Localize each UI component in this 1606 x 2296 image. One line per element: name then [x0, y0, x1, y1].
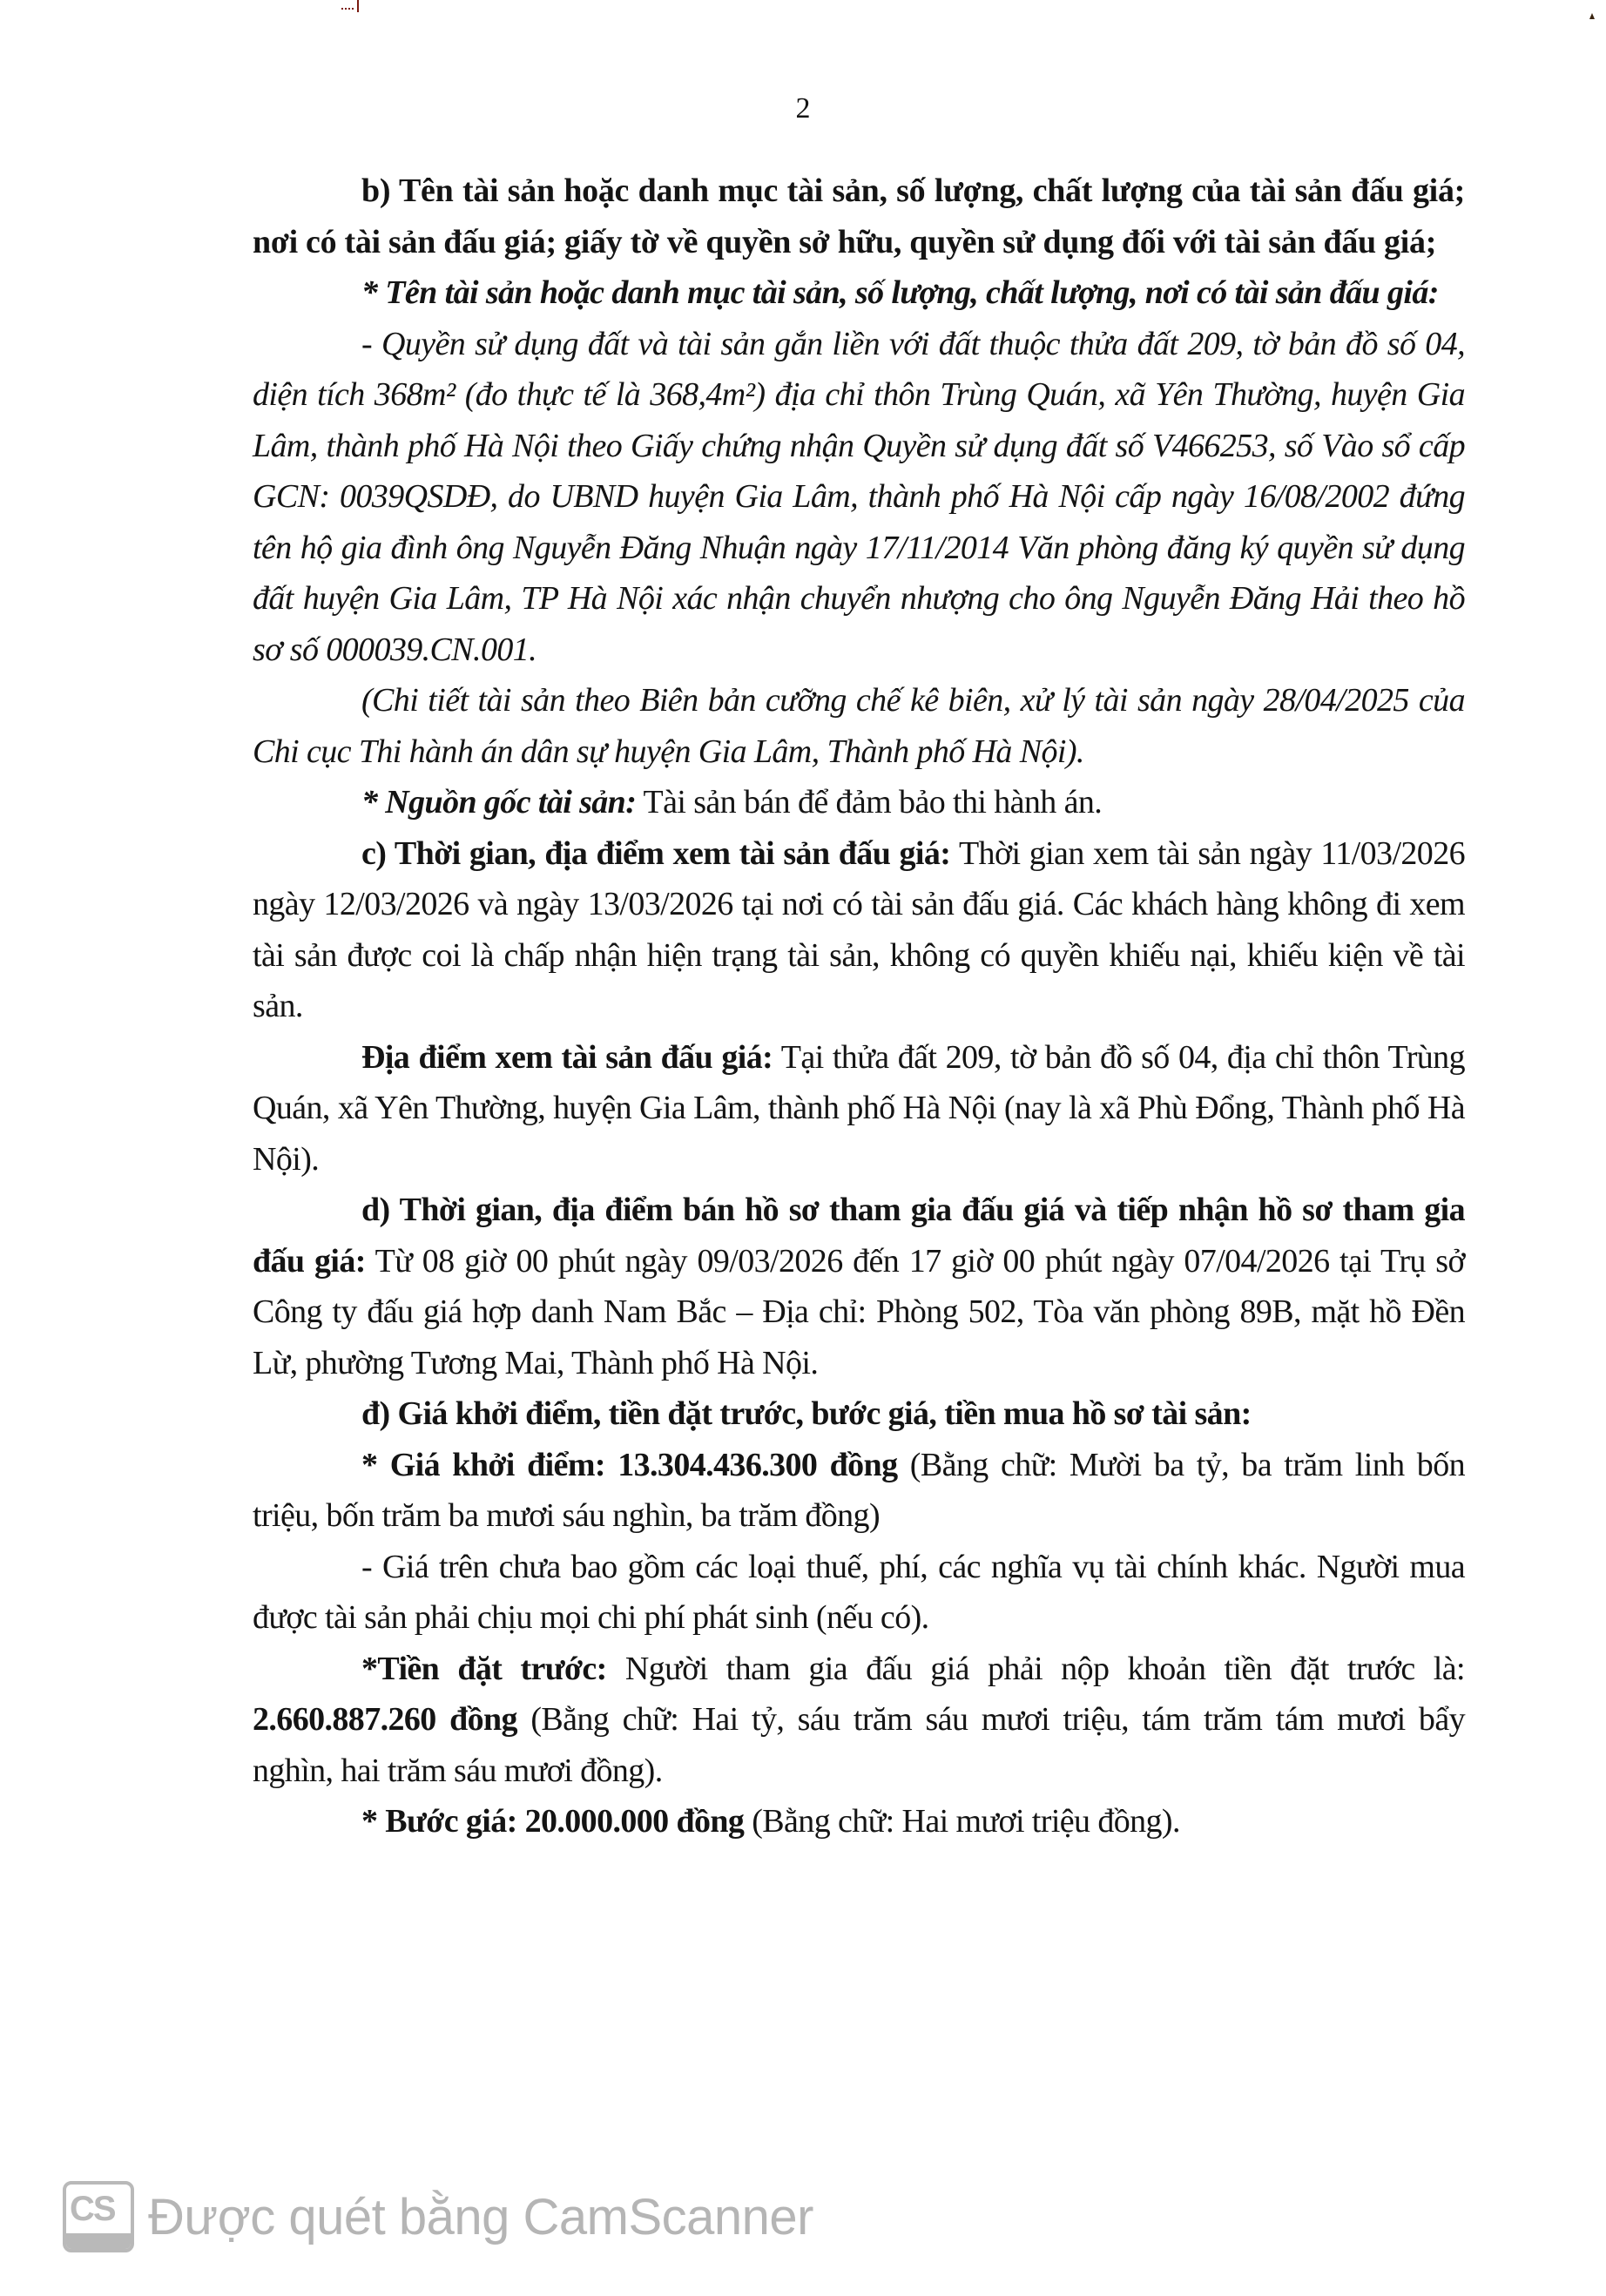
price-note: - Giá trên chưa bao gồm các loại thuế, phí, các nghĩa vụ tài chính khác. Người mua được tài sản phải chịu mọi chi phí phát sinh (nếu có). [253, 1548, 1465, 1636]
section-d-text: Từ 08 giờ 00 phút ngày 09/03/2026 đến 17 giờ 00 phút ngày 07/04/2026 tại Trụ sở Công ty đấu giá hợp danh Nam Bắc – Địa chỉ: Phòng 502, Tòa văn phòng 89B, mặt hồ Đền Lừ, phường Tương Mai, Thành phố Hà Nội. [253, 1242, 1465, 1381]
page-number: 2 [795, 92, 811, 125]
viewing-location [253, 1032, 1465, 1185]
viewing-location-label: Địa điểm xem tài sản đấu giá: [361, 1038, 773, 1076]
section-c [253, 828, 1465, 1032]
asset-origin-text: Tài sản bán để đảm bảo thi hành án. [636, 784, 1103, 820]
scan-artifact-dots [341, 8, 354, 11]
document-body [253, 165, 1465, 1847]
starting-price-words: (Bằng chữ: Mười ba tỷ, ba trăm linh bốn triệu, bốn trăm ba mươi sáu nghìn, ba trăm đồng) [253, 1446, 1466, 1534]
camscanner-watermark [63, 2178, 813, 2256]
bid-step [253, 1796, 1465, 1847]
section-c-text: Thời gian xem tài sản ngày 11/03/2026 ngày 12/03/2026 và ngày 13/03/2026 tại nơi có tài sản đấu giá. Các khách hàng không đi xem tài sản được coi là chấp nhận hiện trạng tài sản, không có quyền khiếu nại, khiếu kiện về tài sản. [253, 834, 1465, 1024]
watermark-text: Được quét bằng CamScanner [148, 2188, 813, 2245]
camscanner-logo-icon [63, 2181, 134, 2252]
viewing-location-text: Tại thửa đất 209, tờ bản đồ số 04, địa chỉ thôn Trùng Quán, xã Yên Thường, huyện Gia Lâm, thành phố Hà Nội (nay là xã Phù Đổng, Thành phố Hà Nội). [253, 1038, 1465, 1178]
scan-artifact-corner [1589, 13, 1595, 19]
camscanner-logo-text: CS [70, 2190, 115, 2228]
deposit-amount: 2.660.887.260 đồng [253, 1701, 517, 1738]
asset-origin [253, 777, 1465, 828]
bid-step-words: (Bằng chữ: Hai mươi triệu đồng). [744, 1803, 1180, 1840]
deposit-words: (Bằng chữ: Hai tỷ, sáu trăm sáu mươi triệu, tám trăm tám mươi bẩy nghìn, hai trăm sáu mươi đồng). [253, 1701, 1465, 1789]
asset-origin-label: * Nguồn gốc tài sản: [361, 784, 637, 820]
starting-price-label: * Giá khởi điểm: 13.304.436.300 đồng [361, 1446, 898, 1483]
deposit-text: Người tham gia đấu giá phải nộp khoản tiền đặt trước là: [606, 1650, 1465, 1687]
asset-description: - Quyền sử dụng đất và tài sản gắn liền với đất thuộc thửa đất 209, tờ bản đồ số 04, diện tích 368m² (đo thực tế là 368,4m²) địa chỉ thôn Trùng Quán, xã Yên Thường, huyện Gia Lâm, thành phố Hà Nội theo Giấy chứng nhận Quyền sử dụng đất số V466253, số Vào sổ cấp GCN: 0039QSDĐ, do UBND huyện Gia Lâm, thành phố Hà Nội cấp ngày 16/08/2002 đứng tên hộ gia đình ông Nguyễn Đăng Nhuận ngày 17/11/2014 Văn phòng đăng ký quyền sử dụng đất huyện Gia Lâm, TP Hà Nội xác nhận chuyển nhượng cho ông Nguyễn Đăng Hải theo hồ sơ số 000039.CN.001. [253, 325, 1465, 668]
section-b-subheading: * Tên tài sản hoặc danh mục tài sản, số lượng, chất lượng, nơi có tài sản đấu giá: [361, 274, 1439, 311]
section-d [253, 1185, 1465, 1388]
asset-detail-note: (Chi tiết tài sản theo Biên bản cưỡng chế kê biên, xử lý tài sản ngày 28/04/2025 của Chi cục Thi hành án dân sự huyện Gia Lâm, Thành phố Hà Nội). [253, 682, 1465, 770]
bid-step-label: * Bước giá: 20.000.000 đồng [361, 1803, 745, 1840]
deposit [253, 1644, 1465, 1797]
deposit-label: *Tiền đặt trước: [361, 1650, 607, 1687]
section-dd-heading: đ) Giá khởi điểm, tiền đặt trước, bước giá, tiền mua hồ sơ tài sản: [361, 1395, 1252, 1432]
section-b-heading: b) Tên tài sản hoặc danh mục tài sản, số lượng, chất lượng của tài sản đấu giá; nơi có tài sản đấu giá; giấy tờ về quyền sở hữu, quyền sử dụng đối với tài sản đấu giá; [253, 172, 1465, 260]
section-d-heading: d) Thời gian, địa điểm bán hồ sơ tham gia đấu giá và tiếp nhận hồ sơ tham gia đấu giá: [253, 1192, 1465, 1280]
scan-artifact-mark [357, 0, 359, 12]
camscanner-logo-bar [66, 2233, 131, 2249]
section-c-heading: c) Thời gian, địa điểm xem tài sản đấu giá: [361, 834, 951, 872]
starting-price [253, 1440, 1465, 1542]
